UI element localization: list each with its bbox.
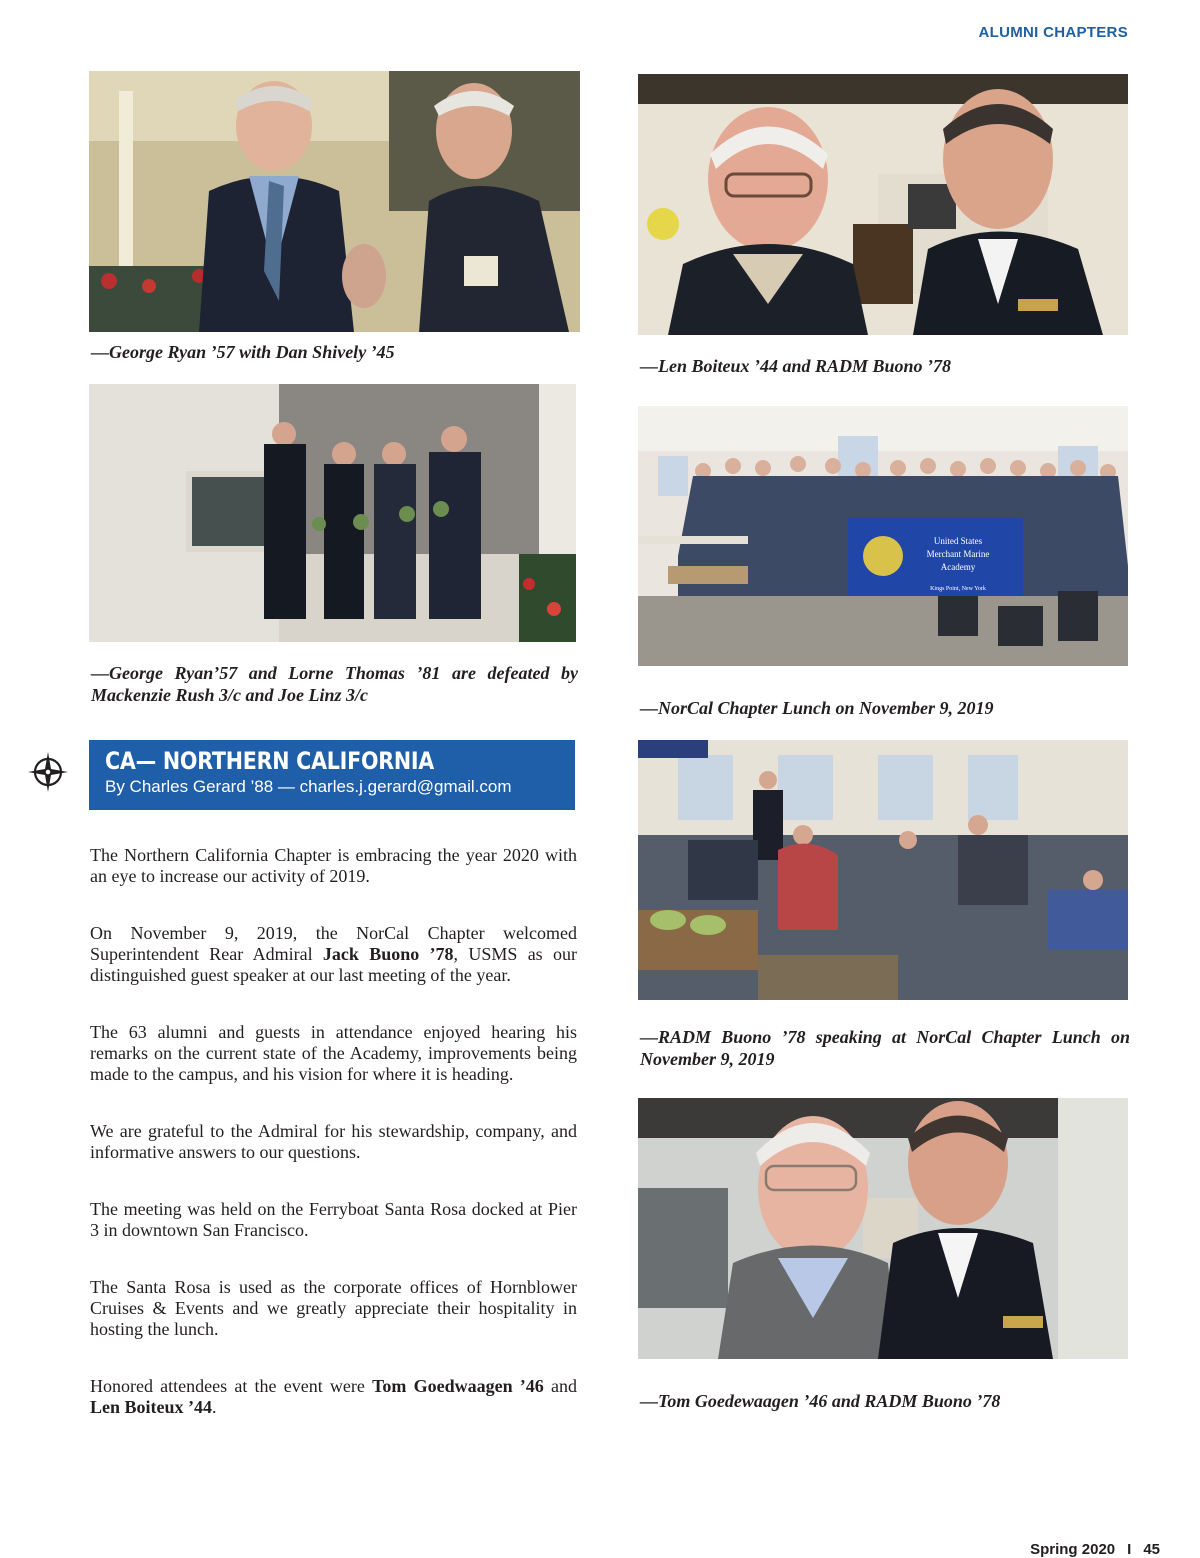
banner-line-1: United States bbox=[933, 536, 983, 546]
article-paragraph: The Santa Rosa is used as the corporate offices of Hornblower Cruises & Events and we greatly appreciate their hospitality in hosting the lunch. bbox=[90, 1277, 577, 1339]
photo-ryan-shively bbox=[89, 71, 580, 332]
page-number: 45 bbox=[1143, 1541, 1160, 1558]
caption-buono-speaking: —RADM Buono ’78 speaking at NorCal Chapter Lunch on November 9, 2019 bbox=[640, 1027, 1130, 1069]
banner-line-4: Kings Point, New York bbox=[930, 586, 986, 592]
section-title: CA— NORTHERN CALIFORNIA bbox=[105, 747, 435, 775]
photo-boiteux-buono bbox=[638, 74, 1128, 335]
article-paragraph: On November 9, 2019, the NorCal Chapter welcomed Superintendent Rear Admiral Jack Buono ’78, USMS as our distinguished guest speaker at our last meeting of the year. bbox=[90, 923, 577, 985]
caption-ryan-shively: —George Ryan ’57 with Dan Shively ’45 bbox=[91, 342, 395, 362]
article-paragraph: We are grateful to the Admiral for his stewardship, company, and informative answers to our questions. bbox=[90, 1121, 577, 1162]
page-footer bbox=[1030, 1541, 1160, 1558]
caption-ryan-thomas-midshipmen: —George Ryan’57 and Lorne Thomas ’81 are defeated by Mackenzie Rush 3/c and Joe Linz 3/c bbox=[91, 663, 578, 705]
name-len-boiteux: Len Boiteux ’44 bbox=[90, 1397, 213, 1417]
photo-ryan-thomas-midshipmen bbox=[89, 384, 576, 642]
article-paragraph: The 63 alumni and guests in attendance enjoyed hearing his remarks on the current state of the Academy, improvements being made to the campus, and his vision for where it is heading. bbox=[90, 1022, 577, 1084]
caption-boiteux-buono: —Len Boiteux ’44 and RADM Buono ’78 bbox=[640, 356, 952, 376]
banner-line-3: Academy bbox=[940, 562, 976, 572]
article-body bbox=[90, 845, 577, 1454]
section-label: ALUMNI CHAPTERS bbox=[978, 24, 1128, 41]
banner-line-2: Merchant Marine bbox=[926, 549, 990, 559]
caption-goedewaagen-buono: —Tom Goedewaagen ’46 and RADM Buono ’78 bbox=[640, 1391, 1001, 1411]
photo-norcal-group bbox=[638, 406, 1128, 666]
section-header bbox=[89, 740, 575, 810]
section-byline: By Charles Gerard ’88 — charles.j.gerard@gmail.com bbox=[105, 777, 512, 796]
article-paragraph: Honored attendees at the event were Tom Goedwaagen ’46 and Len Boiteux ’44. bbox=[90, 1376, 577, 1417]
compass-rose-icon bbox=[26, 750, 70, 794]
article-paragraph: The meeting was held on the Ferryboat Santa Rosa docked at Pier 3 in downtown San Francisco. bbox=[90, 1199, 577, 1240]
footer-separator: I bbox=[1127, 1541, 1132, 1558]
name-tom-goedwaagen: Tom Goedwaagen ’46 bbox=[372, 1376, 544, 1396]
article-paragraph: The Northern California Chapter is embracing the year 2020 with an eye to increase our activity of 2019. bbox=[90, 845, 577, 886]
name-jack-buono: Jack Buono ’78 bbox=[322, 944, 454, 964]
issue-label: Spring 2020 bbox=[1030, 1541, 1116, 1558]
photo-goedewaagen-buono bbox=[638, 1098, 1128, 1359]
photo-buono-speaking bbox=[638, 740, 1128, 1000]
caption-norcal-group: —NorCal Chapter Lunch on November 9, 2019 bbox=[640, 698, 994, 718]
